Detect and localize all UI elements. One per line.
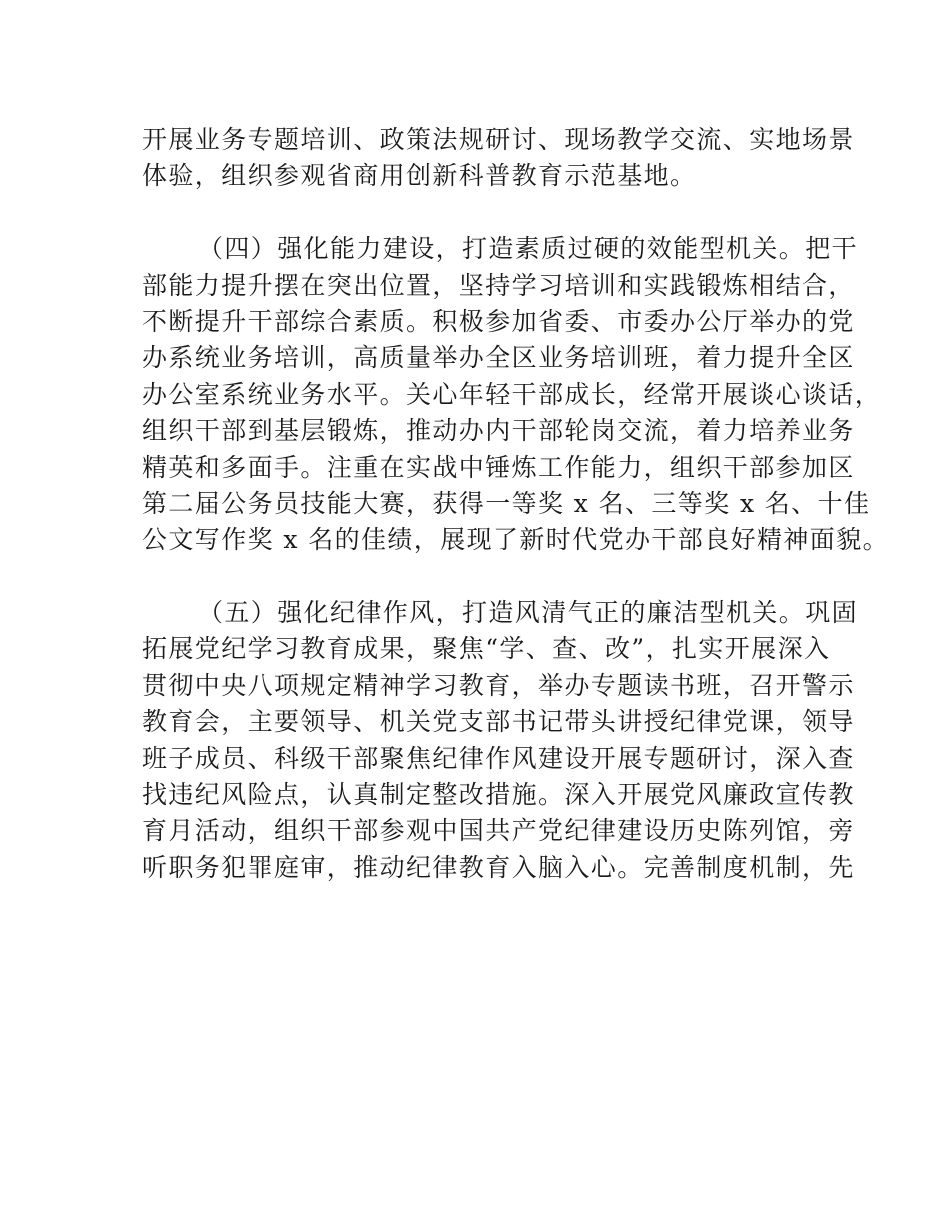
paragraph-heading-line: （五）强化纪律作风，打造风清气正的廉洁型机关。巩固 xyxy=(198,598,859,628)
document-body xyxy=(142,122,889,886)
paragraph-line: 办公室系统业务水平。关心年轻干部成长，经常开展谈心谈话， xyxy=(142,379,882,409)
paragraph-line: 公文写作奖 x 名的佳绩，展现了新时代党办干部良好精神面貌。 xyxy=(142,525,889,555)
paragraph-line: 育月活动，组织干部参观中国共产党纪律建设历史陈列馆，旁 xyxy=(142,816,855,846)
paragraph-line: 办系统业务培训，高质量举办全区业务培训班，着力提升全区 xyxy=(142,343,855,373)
paragraph-line: 听职务犯罪庭审，推动纪律教育入脑入心。完善制度机制，先 xyxy=(142,852,855,882)
paragraph-line: 部能力提升摆在突出位置，坚持学习培训和实践锻炼相结合， xyxy=(142,270,855,300)
paragraph-line: 第二届公务员技能大赛，获得一等奖 x 名、三等奖 x 名、十佳 xyxy=(142,488,871,518)
paragraph-line: 找违纪风险点，认真制定整改措施。深入开展党风廉政宣传教 xyxy=(142,780,855,810)
paragraph-heading-line: （四）强化能力建设，打造素质过硬的效能型机关。把干 xyxy=(198,234,859,264)
paragraph-spacing xyxy=(142,559,832,595)
paragraph-line: 组织干部到基层锻炼，推动办内干部轮岗交流，着力培养业务 xyxy=(142,416,855,446)
paragraph-line: 不断提升干部综合素质。积极参加省委、市委办公厅举办的党 xyxy=(142,306,855,336)
paragraph-line: 体验，组织参观省商用创新科普教育示范基地。 xyxy=(142,161,697,191)
paragraph-line: 班子成员、科级干部聚焦纪律作风建设开展专题研讨，深入查 xyxy=(142,743,855,773)
paragraph-capability-building xyxy=(142,231,889,559)
paragraph-line: 教育会，主要领导、机关党支部书记带头讲授纪律党课，领导 xyxy=(142,707,855,737)
paragraph-line: 精英和多面手。注重在实战中锤炼工作能力，组织干部参加区 xyxy=(142,452,855,482)
paragraph-line: 贯彻中央八项规定精神学习教育，举办专题读书班，召开警示 xyxy=(142,670,855,700)
paragraph-line: 开展业务专题培训、政策法规研讨、现场教学交流、实地场景 xyxy=(142,125,855,154)
paragraph-training-continuation xyxy=(142,122,855,195)
paragraph-discipline-style xyxy=(142,595,859,886)
paragraph-line: 拓展党纪学习教育成果，聚焦“学、查、改”，扎实开展深入 xyxy=(142,634,831,664)
paragraph-spacing xyxy=(142,195,832,231)
